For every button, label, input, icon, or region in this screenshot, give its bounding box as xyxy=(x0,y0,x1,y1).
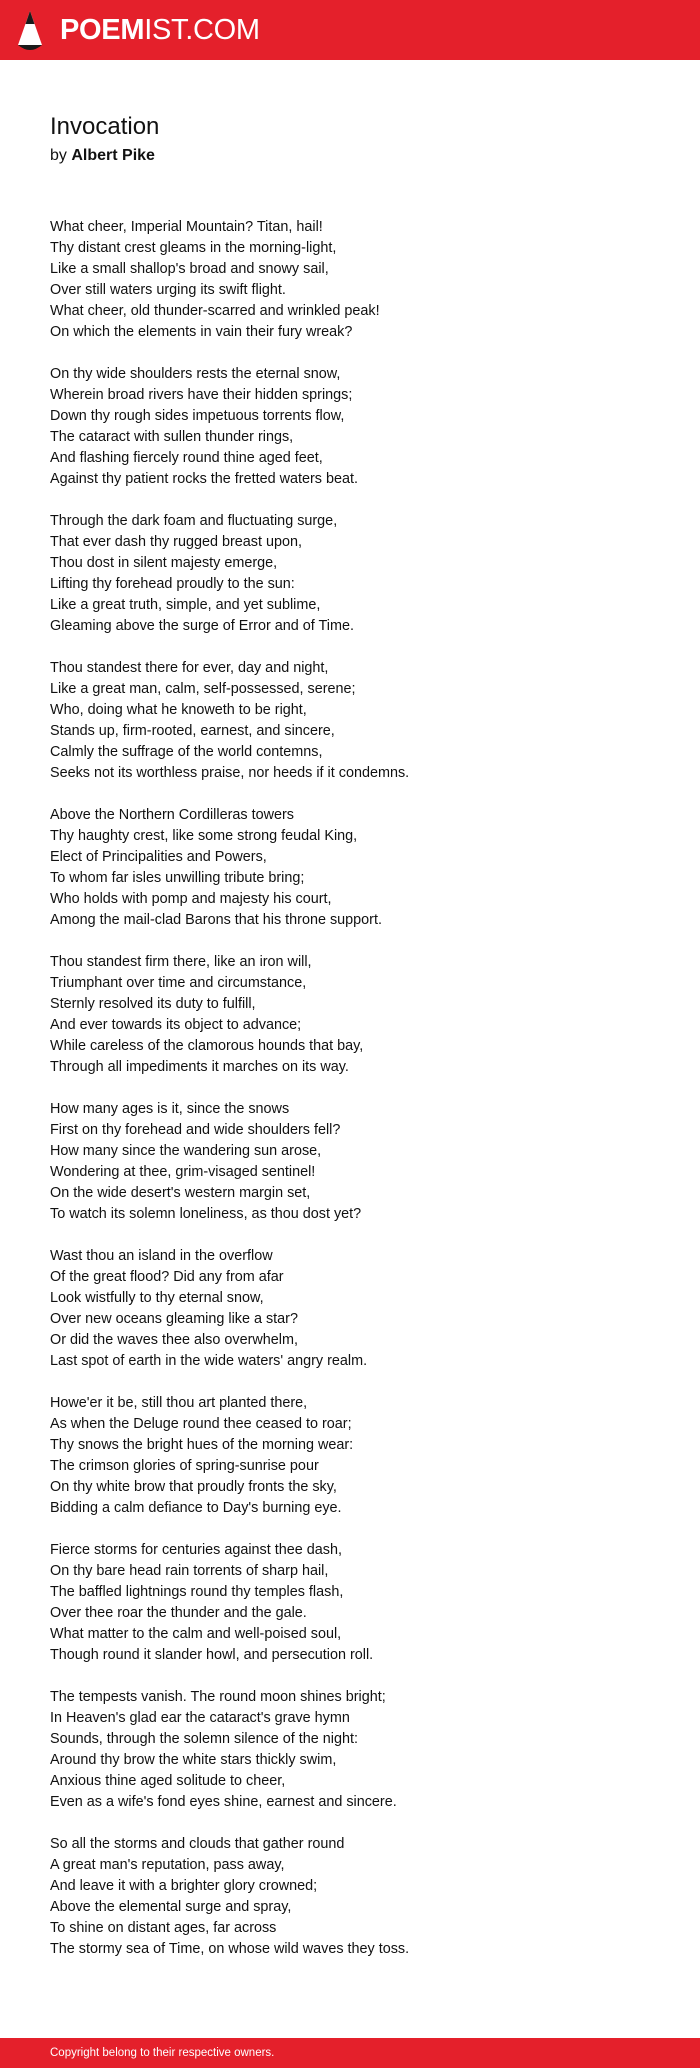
poem-stanza xyxy=(50,1099,660,1225)
poem-line: The baffled lightnings round thy temples flash, xyxy=(50,1584,344,1600)
poem-line: Thou standest there for ever, day and night, xyxy=(50,660,329,676)
poem-line: So all the storms and clouds that gather round xyxy=(50,1836,345,1852)
poem-line: Fierce storms for centuries against thee dash, xyxy=(50,1542,342,1558)
poem-stanza xyxy=(50,1834,660,1960)
poem-stanza xyxy=(50,1687,660,1813)
poem-line: On which the elements in vain their fury wreak? xyxy=(50,324,353,340)
poem-line: On the wide desert's western margin set, xyxy=(50,1185,311,1201)
poem-line: Like a great truth, simple, and yet sublime, xyxy=(50,597,321,613)
poem-line: Who holds with pomp and majesty his court, xyxy=(50,891,332,907)
poem-line: Through all impediments it marches on its way. xyxy=(50,1059,349,1075)
poem-line: Though round it slander howl, and persecution roll. xyxy=(50,1647,374,1663)
poem-line: And flashing fiercely round thine aged feet, xyxy=(50,450,323,466)
by-label: by xyxy=(50,147,67,164)
poem-line: Thy haughty crest, like some strong feudal King, xyxy=(50,828,358,844)
poem-stanza xyxy=(50,952,660,1078)
poem-line: Over thee roar the thunder and the gale. xyxy=(50,1605,307,1621)
poem-line: In Heaven's glad ear the cataract's grave hymn xyxy=(50,1710,350,1726)
poem-line: The cataract with sullen thunder rings, xyxy=(50,429,294,445)
poem-line: Around thy brow the white stars thickly swim, xyxy=(50,1752,337,1768)
poem-line: While careless of the clamorous hounds that bay, xyxy=(50,1038,364,1054)
poem-line: Gleaming above the surge of Error and of Time. xyxy=(50,618,354,634)
poem-line: Sounds, through the solemn silence of the night: xyxy=(50,1731,359,1747)
poem-line: And ever towards its object to advance; xyxy=(50,1017,302,1033)
poem-header xyxy=(50,110,660,167)
poem-line: Elect of Principalities and Powers, xyxy=(50,849,267,865)
poem-line: Triumphant over time and circumstance, xyxy=(50,975,307,991)
poem-line: Down thy rough sides impetuous torrents flow, xyxy=(50,408,345,424)
poem-line: Like a small shallop's broad and snowy sail, xyxy=(50,261,329,277)
poem-line: Calmly the suffrage of the world contemns, xyxy=(50,744,323,760)
poem-line: Against thy patient rocks the fretted waters beat. xyxy=(50,471,358,487)
poem-line: Howe'er it be, still thou art planted there, xyxy=(50,1395,308,1411)
poem-stanza xyxy=(50,658,660,784)
poem-line: On thy bare head rain torrents of sharp hail, xyxy=(50,1563,329,1579)
poem-stanza xyxy=(50,217,660,343)
poem-line: Among the mail-clad Barons that his throne support. xyxy=(50,912,382,928)
poem-line: Of the great flood? Did any from afar xyxy=(50,1269,284,1285)
poem-line: Wherein broad rivers have their hidden springs; xyxy=(50,387,353,403)
logo-bold-text: POEM xyxy=(60,14,145,46)
poem-line: The tempests vanish. The round moon shines bright; xyxy=(50,1689,386,1705)
poem-line: First on thy forehead and wide shoulders fell? xyxy=(50,1122,341,1138)
poem-line: As when the Deluge round thee ceased to roar; xyxy=(50,1416,352,1432)
poem-line: To shine on distant ages, far across xyxy=(50,1920,277,1936)
poem-stanza xyxy=(50,805,660,931)
poem-line: Over still waters urging its swift flight. xyxy=(50,282,286,298)
poem-line: What cheer, old thunder-scarred and wrinkled peak! xyxy=(50,303,380,319)
poem-stanza xyxy=(50,1246,660,1372)
poem-line: Over new oceans gleaming like a star? xyxy=(50,1311,298,1327)
poem-line: Who, doing what he knoweth to be right, xyxy=(50,702,307,718)
poem-line: Or did the waves thee also overwhelm, xyxy=(50,1332,298,1348)
poem-line: Sternly resolved its duty to fulfill, xyxy=(50,996,256,1012)
poem-line: On thy white brow that proudly fronts the sky, xyxy=(50,1479,337,1495)
poem-line: What matter to the calm and well-poised soul, xyxy=(50,1626,342,1642)
poem-line: Like a great man, calm, self-possessed, serene; xyxy=(50,681,356,697)
poem-line: Last spot of earth in the wide waters' angry realm. xyxy=(50,1353,368,1369)
logo-light-text: IST.COM xyxy=(144,14,260,46)
poem-line: Thou dost in silent majesty emerge, xyxy=(50,555,278,571)
poem-body xyxy=(50,217,660,1981)
poem-stanza xyxy=(50,364,660,490)
poem-author: Albert Pike xyxy=(71,147,155,164)
poem-line: And leave it with a brighter glory crowned; xyxy=(50,1878,318,1894)
poem-stanza xyxy=(50,511,660,637)
poem-line: Thou standest firm there, like an iron will, xyxy=(50,954,312,970)
poem-line: Thy distant crest gleams in the morning-light, xyxy=(50,240,337,256)
poem-byline xyxy=(50,145,660,167)
poem-line: The stormy sea of Time, on whose wild waves they toss. xyxy=(50,1941,410,1957)
poem-line: On thy wide shoulders rests the eternal snow, xyxy=(50,366,341,382)
poem-line: Wast thou an island in the overflow xyxy=(50,1248,273,1264)
poem-stanza xyxy=(50,1393,660,1519)
poem-line: How many ages is it, since the snows xyxy=(50,1101,290,1117)
poem-line: Bidding a calm defiance to Day's burning eye. xyxy=(50,1500,342,1516)
site-logo[interactable] xyxy=(60,14,260,46)
pencil-logo-icon[interactable] xyxy=(18,11,42,51)
poem-line: The crimson glories of spring-sunrise pour xyxy=(50,1458,319,1474)
poem-line: Wondering at thee, grim-visaged sentinel! xyxy=(50,1164,316,1180)
poem-line: Through the dark foam and fluctuating surge, xyxy=(50,513,338,529)
site-footer xyxy=(0,2038,700,2068)
poem-line: Even as a wife's fond eyes shine, earnest and sincere. xyxy=(50,1794,397,1810)
poem-line: Lifting thy forehead proudly to the sun: xyxy=(50,576,295,592)
poem-line: Above the Northern Cordilleras towers xyxy=(50,807,294,823)
poem-line: How many since the wandering sun arose, xyxy=(50,1143,322,1159)
poem-line: Above the elemental surge and spray, xyxy=(50,1899,292,1915)
poem-line: To whom far isles unwilling tribute bring; xyxy=(50,870,305,886)
poem-stanza xyxy=(50,1540,660,1666)
poem-line: Look wistfully to thy eternal snow, xyxy=(50,1290,264,1306)
poem-line: Stands up, firm-rooted, earnest, and sincere, xyxy=(50,723,335,739)
poem-line: Thy snows the bright hues of the morning wear: xyxy=(50,1437,354,1453)
poem-line: Anxious thine aged solitude to cheer, xyxy=(50,1773,286,1789)
poem-line: That ever dash thy rugged breast upon, xyxy=(50,534,302,550)
site-header xyxy=(0,0,700,60)
poem-line: Seeks not its worthless praise, nor heeds if it condemns. xyxy=(50,765,410,781)
poem-line: To watch its solemn loneliness, as thou dost yet? xyxy=(50,1206,362,1222)
poem-line: A great man's reputation, pass away, xyxy=(50,1857,285,1873)
poem-line: What cheer, Imperial Mountain? Titan, hail! xyxy=(50,219,323,235)
poem-title: Invocation xyxy=(50,113,160,140)
copyright-text: Copyright belong to their respective owners. xyxy=(50,2047,275,2059)
